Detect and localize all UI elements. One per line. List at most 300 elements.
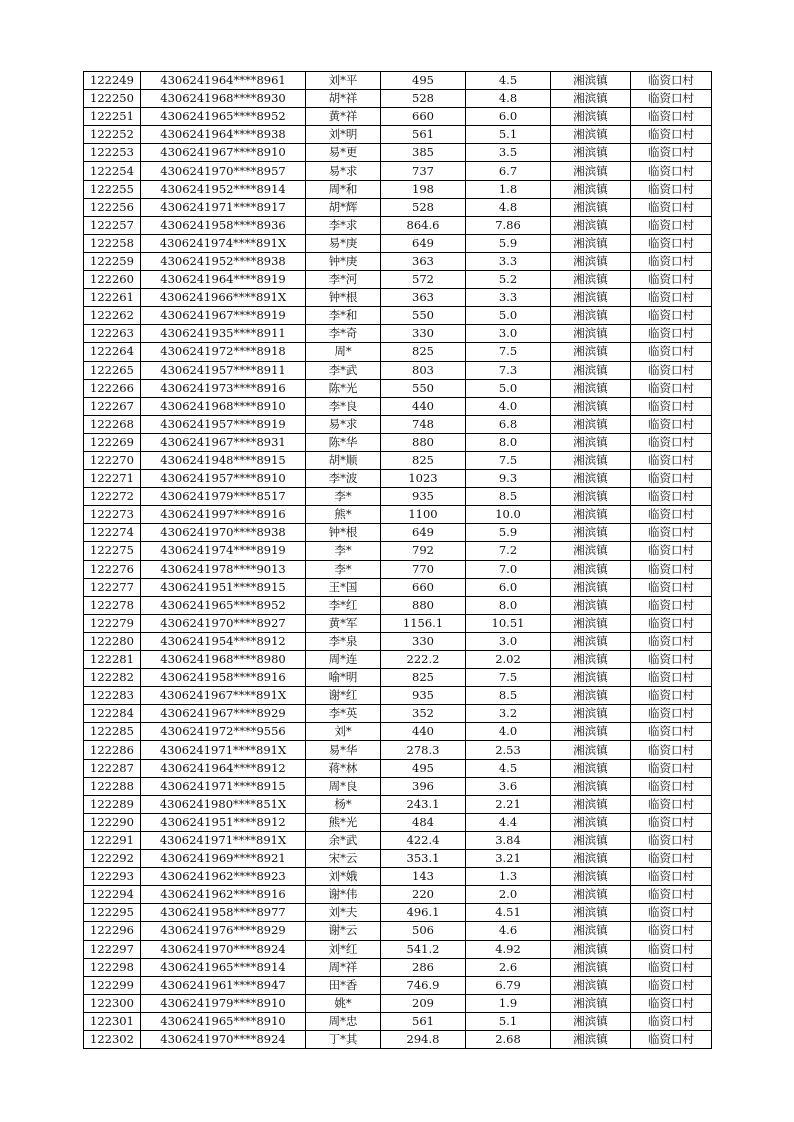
village-cell: 临资口村 [631,687,712,705]
id-number-cell: 4306241970****8924 [141,940,306,958]
name-cell: 周* [306,343,381,361]
name-cell: 胡*辉 [306,198,381,216]
amount-cell: 864.6 [381,216,466,234]
amount-cell: 209 [381,994,466,1012]
record-id-cell: 122260 [84,271,141,289]
id-number-cell: 4306241971****891X [141,741,306,759]
town-cell: 湘滨镇 [551,777,631,795]
village-cell: 临资口村 [631,198,712,216]
table-row [84,795,712,813]
record-id-cell: 122284 [84,705,141,723]
id-number-cell: 4306241970****8924 [141,1030,306,1048]
id-number-cell: 4306241958****8977 [141,904,306,922]
id-number-cell: 4306241958****8936 [141,216,306,234]
name-cell: 田*香 [306,976,381,994]
name-cell: 李*英 [306,705,381,723]
town-cell: 湘滨镇 [551,651,631,669]
amount-cell: 1100 [381,506,466,524]
amount-cell: 561 [381,126,466,144]
record-id-cell: 122301 [84,1012,141,1030]
town-cell: 湘滨镇 [551,451,631,469]
village-cell: 临资口村 [631,397,712,415]
amount-cell: 385 [381,144,466,162]
amount-cell: 649 [381,524,466,542]
record-id-cell: 122281 [84,651,141,669]
area-cell: 6.7 [466,162,551,180]
town-cell: 湘滨镇 [551,560,631,578]
name-cell: 胡*顺 [306,451,381,469]
amount-cell: 561 [381,1012,466,1030]
record-id-cell: 122282 [84,669,141,687]
record-id-cell: 122258 [84,234,141,252]
name-cell: 易*更 [306,144,381,162]
area-cell: 3.5 [466,144,551,162]
name-cell: 余*武 [306,831,381,849]
area-cell: 4.8 [466,90,551,108]
village-cell: 临资口村 [631,379,712,397]
amount-cell: 143 [381,868,466,886]
village-cell: 临资口村 [631,488,712,506]
amount-cell: 422.4 [381,831,466,849]
id-number-cell: 4306241972****8918 [141,343,306,361]
area-cell: 3.21 [466,850,551,868]
amount-cell: 198 [381,180,466,198]
amount-cell: 746.9 [381,976,466,994]
village-cell: 临资口村 [631,741,712,759]
id-number-cell: 4306241970****8957 [141,162,306,180]
amount-cell: 528 [381,90,466,108]
record-id-cell: 122266 [84,379,141,397]
town-cell: 湘滨镇 [551,108,631,126]
id-number-cell: 4306241964****8961 [141,72,306,90]
village-cell: 临资口村 [631,433,712,451]
town-cell: 湘滨镇 [551,379,631,397]
name-cell: 刘*娥 [306,868,381,886]
record-id-cell: 122275 [84,542,141,560]
table-body [84,72,712,1049]
id-number-cell: 4306241957****8919 [141,415,306,433]
record-id-cell: 122263 [84,325,141,343]
table-row [84,886,712,904]
name-cell: 李*武 [306,361,381,379]
table-row [84,361,712,379]
id-number-cell: 4306241954****8912 [141,632,306,650]
amount-cell: 770 [381,560,466,578]
record-id-cell: 122293 [84,868,141,886]
name-cell: 姚* [306,994,381,1012]
town-cell: 湘滨镇 [551,90,631,108]
table-row [84,90,712,108]
amount-cell: 880 [381,596,466,614]
village-cell: 临资口村 [631,126,712,144]
id-number-cell: 4306241961****8947 [141,976,306,994]
village-cell: 临资口村 [631,361,712,379]
amount-cell: 396 [381,777,466,795]
name-cell: 易*庚 [306,234,381,252]
table-row [84,596,712,614]
amount-cell: 495 [381,72,466,90]
village-cell: 临资口村 [631,542,712,560]
area-cell: 5.9 [466,234,551,252]
id-number-cell: 4306241952****8914 [141,180,306,198]
area-cell: 3.3 [466,252,551,270]
village-cell: 临资口村 [631,922,712,940]
id-number-cell: 4306241967****8910 [141,144,306,162]
name-cell: 李* [306,560,381,578]
town-cell: 湘滨镇 [551,759,631,777]
name-cell: 熊*光 [306,813,381,831]
table-row [84,506,712,524]
table-row [84,614,712,632]
area-cell: 7.0 [466,560,551,578]
area-cell: 4.8 [466,198,551,216]
amount-cell: 649 [381,234,466,252]
table-row [84,705,712,723]
name-cell: 刘* [306,723,381,741]
amount-cell: 1156.1 [381,614,466,632]
name-cell: 陈*华 [306,433,381,451]
id-number-cell: 4306241997****8916 [141,506,306,524]
id-number-cell: 4306241971****891X [141,831,306,849]
record-id-cell: 122259 [84,252,141,270]
name-cell: 李*良 [306,397,381,415]
village-cell: 临资口村 [631,144,712,162]
table-row [84,234,712,252]
amount-cell: 330 [381,632,466,650]
record-id-cell: 122256 [84,198,141,216]
area-cell: 3.0 [466,325,551,343]
amount-cell: 278.3 [381,741,466,759]
town-cell: 湘滨镇 [551,506,631,524]
amount-cell: 330 [381,325,466,343]
table-row [84,198,712,216]
id-number-cell: 4306241964****8912 [141,759,306,777]
area-cell: 8.5 [466,687,551,705]
village-cell: 临资口村 [631,252,712,270]
table-row [84,488,712,506]
town-cell: 湘滨镇 [551,252,631,270]
village-cell: 临资口村 [631,614,712,632]
town-cell: 湘滨镇 [551,271,631,289]
village-cell: 临资口村 [631,886,712,904]
village-cell: 临资口村 [631,1012,712,1030]
town-cell: 湘滨镇 [551,705,631,723]
area-cell: 10.0 [466,506,551,524]
area-cell: 3.2 [466,705,551,723]
area-cell: 5.0 [466,307,551,325]
record-id-cell: 122291 [84,831,141,849]
table-row [84,813,712,831]
town-cell: 湘滨镇 [551,687,631,705]
id-number-cell: 4306241976****8929 [141,922,306,940]
table-row [84,470,712,488]
table-row [84,632,712,650]
village-cell: 临资口村 [631,307,712,325]
amount-cell: 825 [381,451,466,469]
id-number-cell: 4306241935****8911 [141,325,306,343]
area-cell: 1.3 [466,868,551,886]
id-number-cell: 4306241964****8938 [141,126,306,144]
table-row [84,777,712,795]
village-cell: 临资口村 [631,470,712,488]
amount-cell: 363 [381,289,466,307]
town-cell: 湘滨镇 [551,922,631,940]
name-cell: 李*求 [306,216,381,234]
area-cell: 4.0 [466,723,551,741]
name-cell: 周*连 [306,651,381,669]
id-number-cell: 4306241967****891X [141,687,306,705]
area-cell: 6.8 [466,415,551,433]
record-id-cell: 122292 [84,850,141,868]
id-number-cell: 4306241968****8980 [141,651,306,669]
name-cell: 黄*祥 [306,108,381,126]
id-number-cell: 4306241966****891X [141,289,306,307]
town-cell: 湘滨镇 [551,144,631,162]
id-number-cell: 4306241967****8931 [141,433,306,451]
village-cell: 临资口村 [631,72,712,90]
area-cell: 6.79 [466,976,551,994]
area-cell: 7.5 [466,343,551,361]
amount-cell: 1023 [381,470,466,488]
village-cell: 临资口村 [631,234,712,252]
town-cell: 湘滨镇 [551,976,631,994]
amount-cell: 220 [381,886,466,904]
village-cell: 临资口村 [631,976,712,994]
record-id-cell: 122270 [84,451,141,469]
table-row [84,144,712,162]
area-cell: 3.6 [466,777,551,795]
record-id-cell: 122300 [84,994,141,1012]
area-cell: 7.86 [466,216,551,234]
amount-cell: 825 [381,343,466,361]
record-id-cell: 122268 [84,415,141,433]
id-number-cell: 4306241972****9556 [141,723,306,741]
name-cell: 熊* [306,506,381,524]
record-id-cell: 122278 [84,596,141,614]
id-number-cell: 4306241965****8952 [141,596,306,614]
area-cell: 6.0 [466,108,551,126]
amount-cell: 880 [381,433,466,451]
village-cell: 临资口村 [631,506,712,524]
area-cell: 4.5 [466,72,551,90]
record-id-cell: 122297 [84,940,141,958]
town-cell: 湘滨镇 [551,578,631,596]
village-cell: 临资口村 [631,994,712,1012]
town-cell: 湘滨镇 [551,488,631,506]
record-id-cell: 122276 [84,560,141,578]
amount-cell: 222.2 [381,651,466,669]
name-cell: 谢*红 [306,687,381,705]
village-cell: 临资口村 [631,904,712,922]
name-cell: 陈*光 [306,379,381,397]
town-cell: 湘滨镇 [551,741,631,759]
name-cell: 刘*红 [306,940,381,958]
table-row [84,72,712,90]
table-row [84,108,712,126]
name-cell: 李* [306,542,381,560]
village-cell: 临资口村 [631,831,712,849]
town-cell: 湘滨镇 [551,198,631,216]
name-cell: 王*国 [306,578,381,596]
amount-cell: 550 [381,379,466,397]
village-cell: 临资口村 [631,868,712,886]
id-number-cell: 4306241951****8912 [141,813,306,831]
record-id-cell: 122295 [84,904,141,922]
area-cell: 7.2 [466,542,551,560]
name-cell: 易*求 [306,415,381,433]
village-cell: 临资口村 [631,795,712,813]
village-cell: 临资口村 [631,216,712,234]
village-cell: 临资口村 [631,415,712,433]
amount-cell: 748 [381,415,466,433]
table-row [84,216,712,234]
table-row [84,397,712,415]
name-cell: 易*求 [306,162,381,180]
record-id-cell: 122272 [84,488,141,506]
table-row [84,126,712,144]
name-cell: 丁*其 [306,1030,381,1048]
id-number-cell: 4306241957****8910 [141,470,306,488]
name-cell: 杨* [306,795,381,813]
table-row [84,325,712,343]
amount-cell: 294.8 [381,1030,466,1048]
amount-cell: 484 [381,813,466,831]
area-cell: 8.5 [466,488,551,506]
area-cell: 9.3 [466,470,551,488]
amount-cell: 660 [381,108,466,126]
name-cell: 钟*根 [306,289,381,307]
amount-cell: 506 [381,922,466,940]
name-cell: 周*忠 [306,1012,381,1030]
record-id-cell: 122280 [84,632,141,650]
record-id-cell: 122288 [84,777,141,795]
amount-cell: 660 [381,578,466,596]
id-number-cell: 4306241978****9013 [141,560,306,578]
area-cell: 2.6 [466,958,551,976]
area-cell: 2.53 [466,741,551,759]
village-cell: 临资口村 [631,108,712,126]
area-cell: 4.4 [466,813,551,831]
record-id-cell: 122252 [84,126,141,144]
name-cell: 谢*云 [306,922,381,940]
amount-cell: 352 [381,705,466,723]
name-cell: 谢*伟 [306,886,381,904]
table-row [84,542,712,560]
id-number-cell: 4306241967****8929 [141,705,306,723]
table-row [84,868,712,886]
village-cell: 临资口村 [631,850,712,868]
record-id-cell: 122294 [84,886,141,904]
village-cell: 临资口村 [631,958,712,976]
area-cell: 8.0 [466,433,551,451]
area-cell: 1.9 [466,994,551,1012]
town-cell: 湘滨镇 [551,216,631,234]
table-row [84,850,712,868]
amount-cell: 363 [381,252,466,270]
name-cell: 钟*根 [306,524,381,542]
village-cell: 临资口村 [631,632,712,650]
amount-cell: 440 [381,723,466,741]
record-id-cell: 122286 [84,741,141,759]
record-id-cell: 122267 [84,397,141,415]
area-cell: 5.9 [466,524,551,542]
village-cell: 临资口村 [631,162,712,180]
area-cell: 1.8 [466,180,551,198]
area-cell: 2.0 [466,886,551,904]
id-number-cell: 4306241958****8916 [141,669,306,687]
name-cell: 李*奇 [306,325,381,343]
table-row [84,524,712,542]
amount-cell: 935 [381,687,466,705]
town-cell: 湘滨镇 [551,415,631,433]
town-cell: 湘滨镇 [551,361,631,379]
area-cell: 4.51 [466,904,551,922]
area-cell: 5.2 [466,271,551,289]
table-row [84,1030,712,1048]
village-cell: 临资口村 [631,669,712,687]
amount-cell: 528 [381,198,466,216]
name-cell: 喻*明 [306,669,381,687]
area-cell: 8.0 [466,596,551,614]
town-cell: 湘滨镇 [551,868,631,886]
village-cell: 临资口村 [631,578,712,596]
id-number-cell: 4306241962****8923 [141,868,306,886]
area-cell: 6.0 [466,578,551,596]
town-cell: 湘滨镇 [551,180,631,198]
id-number-cell: 4306241973****8916 [141,379,306,397]
town-cell: 湘滨镇 [551,542,631,560]
record-id-cell: 122261 [84,289,141,307]
town-cell: 湘滨镇 [551,234,631,252]
town-cell: 湘滨镇 [551,524,631,542]
name-cell: 李*波 [306,470,381,488]
id-number-cell: 4306241962****8916 [141,886,306,904]
village-cell: 临资口村 [631,289,712,307]
town-cell: 湘滨镇 [551,813,631,831]
village-cell: 临资口村 [631,759,712,777]
area-cell: 3.0 [466,632,551,650]
amount-cell: 243.1 [381,795,466,813]
town-cell: 湘滨镇 [551,72,631,90]
table-row [84,180,712,198]
town-cell: 湘滨镇 [551,632,631,650]
table-row [84,723,712,741]
amount-cell: 803 [381,361,466,379]
table-row [84,759,712,777]
table-row [84,415,712,433]
table-row [84,578,712,596]
town-cell: 湘滨镇 [551,470,631,488]
village-cell: 临资口村 [631,1030,712,1048]
id-number-cell: 4306241964****8919 [141,271,306,289]
table-row [84,433,712,451]
record-id-cell: 122283 [84,687,141,705]
name-cell: 宋*云 [306,850,381,868]
amount-cell: 440 [381,397,466,415]
area-cell: 4.6 [466,922,551,940]
table-row [84,651,712,669]
area-cell: 10.51 [466,614,551,632]
id-number-cell: 4306241971****8917 [141,198,306,216]
record-id-cell: 122255 [84,180,141,198]
amount-cell: 353.1 [381,850,466,868]
amount-cell: 935 [381,488,466,506]
town-cell: 湘滨镇 [551,669,631,687]
village-cell: 临资口村 [631,596,712,614]
village-cell: 临资口村 [631,813,712,831]
town-cell: 湘滨镇 [551,126,631,144]
name-cell: 刘*平 [306,72,381,90]
